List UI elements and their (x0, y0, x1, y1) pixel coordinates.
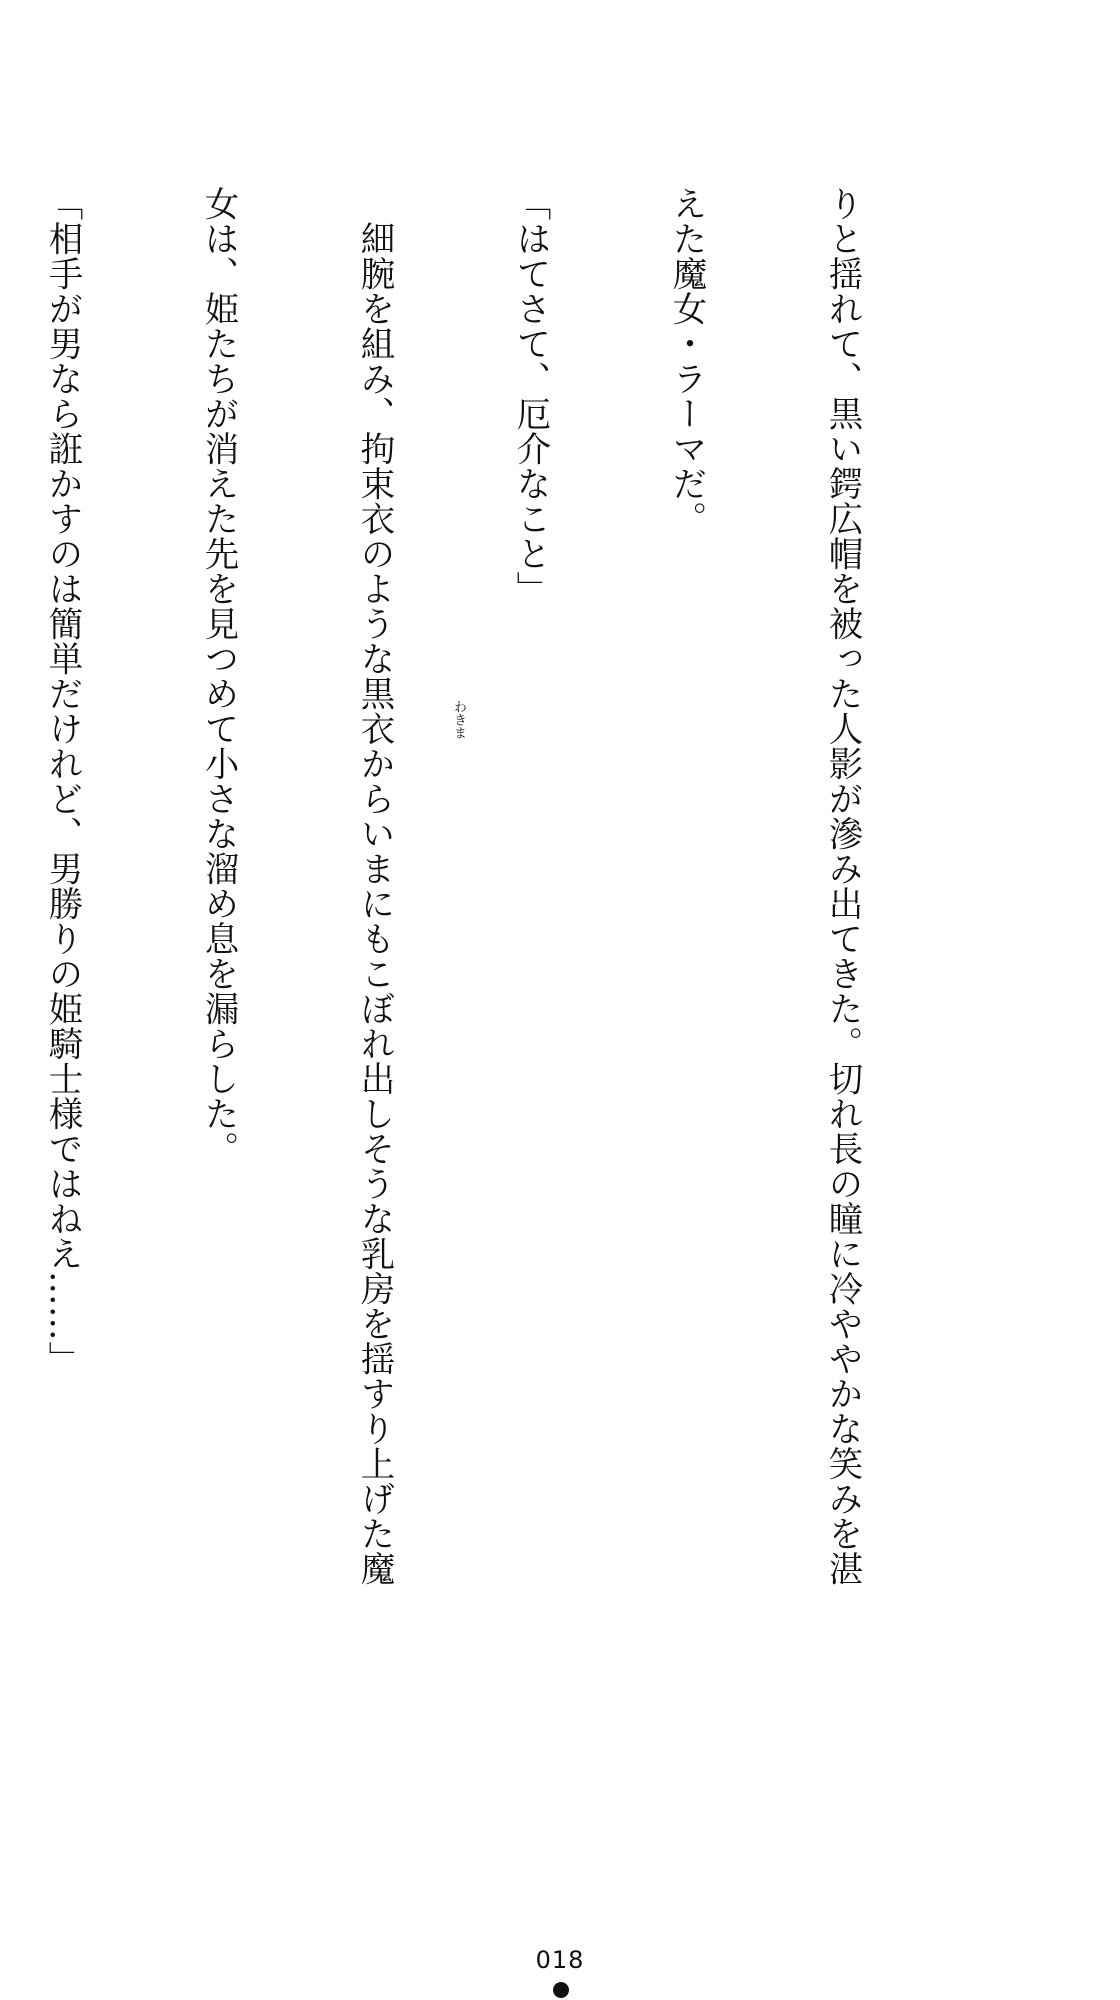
page-marker-dot (553, 1982, 569, 1998)
furigana-annotation: わきま (451, 700, 466, 739)
text-line: 細腕を組み、拘束衣のような黒衣からいまにもこぼれ出しそうな乳房を揺すり上げた魔 (354, 186, 394, 1586)
vertical-text-body (0, 186, 972, 1666)
text-line: 女は、姫たちが消えた先を見つめて小さな溜め息を漏らした。 (198, 186, 238, 1166)
page-number: 018 (535, 1946, 585, 1974)
text-line: 「相手が男なら誑かすのは簡単だけれど、男勝りの姫騎士様ではねえ……」 (42, 186, 82, 1376)
text-line: えた魔女・ラーマだ。 (666, 186, 706, 536)
text-line: りと揺れて、黒い鍔広帽を被った人影が滲み出てきた。切れ長の瞳に冷ややかな笑みを湛 (822, 186, 862, 1586)
text-line: 「はてさて、厄介なこと」 (510, 186, 550, 606)
